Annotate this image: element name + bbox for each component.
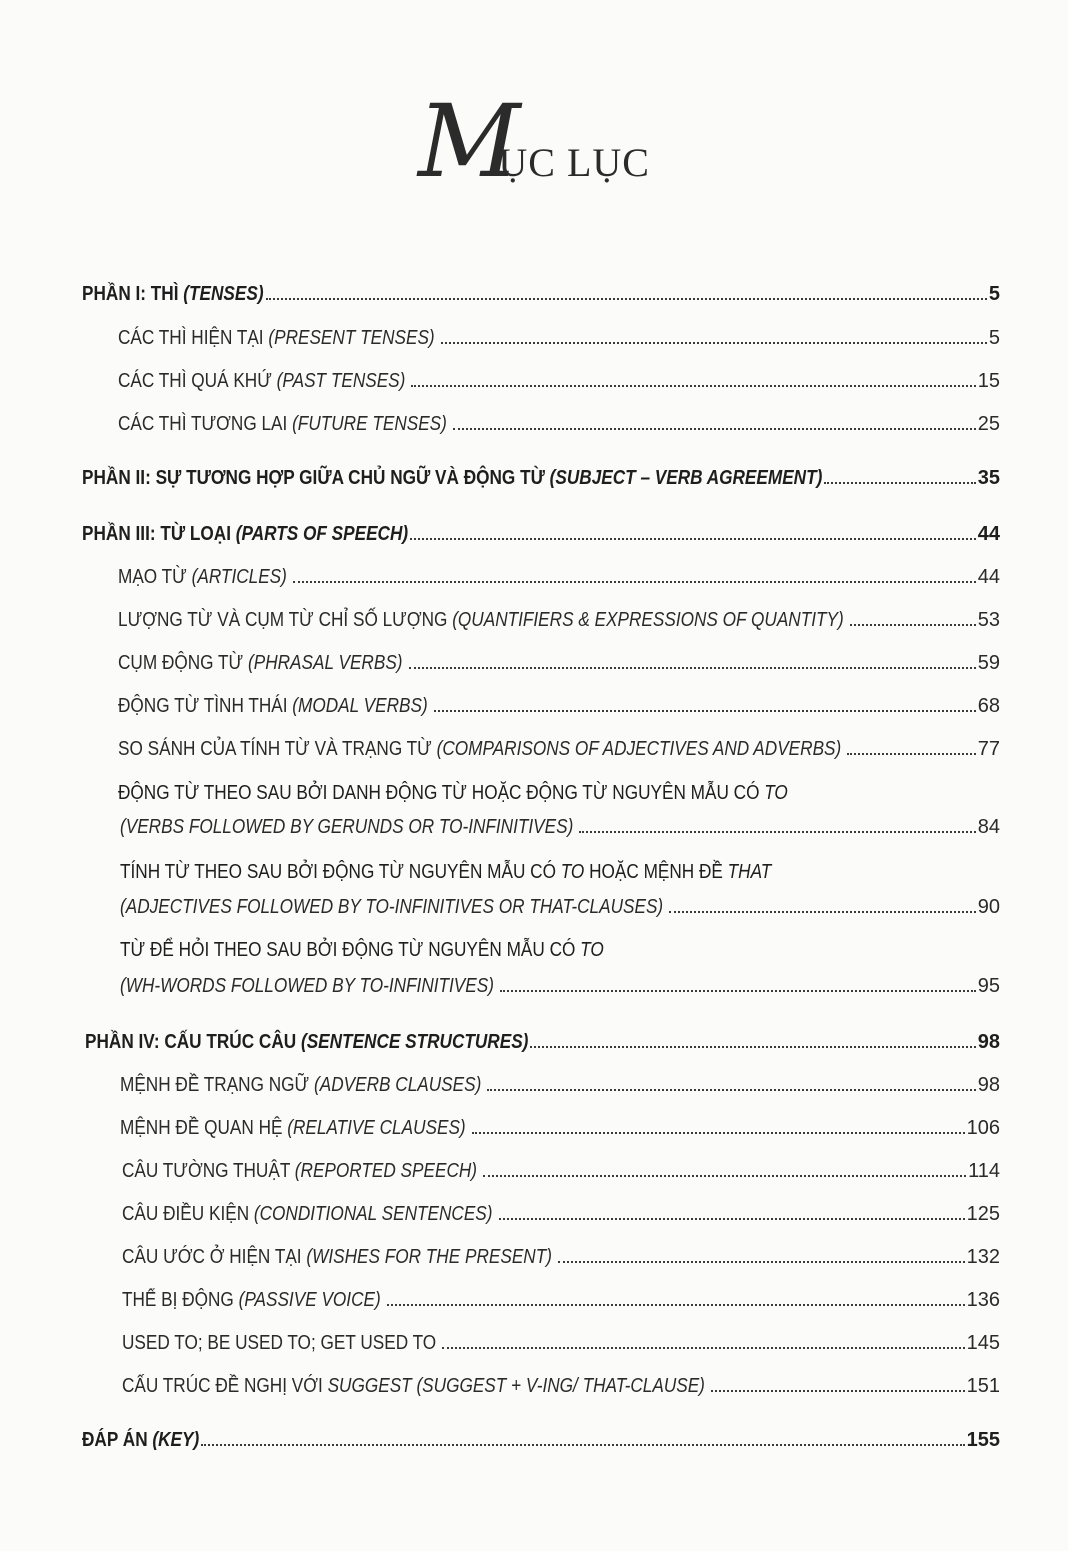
leader-dots [530, 1046, 975, 1048]
toc-entry-vietnamese: CÂU ĐIỀU KIỆN [122, 1203, 254, 1225]
toc-entry-label [118, 413, 447, 436]
toc-entry-english: (PAST TENSES) [276, 370, 406, 392]
page-number: 5 [988, 283, 1000, 305]
page-number: 95 [977, 975, 1000, 997]
toc-entry-english: (COMPARISONS OF ADJECTIVES AND ADVERBS) [436, 738, 842, 760]
toc-entry-english: (QUANTIFIERS & EXPRESSIONS OF QUANTITY) [452, 609, 844, 631]
toc-entry [122, 1282, 1000, 1312]
leader-dots [499, 1218, 965, 1220]
toc-entry-label [82, 467, 822, 490]
toc-entry-english: (SUBJECT – VERB AGREEMENT) [549, 467, 823, 489]
leader-dots [441, 342, 987, 344]
leader-dots [669, 911, 976, 913]
toc-entry-label [85, 1031, 528, 1054]
toc-entry-english: (VERBS FOLLOWED BY GERUNDS OR TO-INFINITIVES) [120, 816, 574, 838]
leader-dots [711, 1390, 965, 1392]
toc-entry-vietnamese: HOẶC MỆNH ĐỀ [584, 861, 728, 883]
toc-entry-english: (PARTS OF SPEECH) [235, 523, 409, 545]
toc-entry-english: (FUTURE TENSES) [292, 413, 447, 435]
leader-dots [487, 1089, 975, 1091]
toc-entry-english: (PRESENT TENSES) [268, 327, 435, 349]
leader-dots [293, 581, 976, 583]
toc-entry [120, 809, 1000, 839]
toc-entry [118, 688, 1000, 718]
toc-entry-vietnamese: LƯỢNG TỪ VÀ CỤM TỪ CHỈ SỐ LƯỢNG [118, 609, 453, 631]
leader-dots [442, 1347, 964, 1349]
toc-part-entry [85, 1024, 1000, 1054]
toc-entry [118, 406, 1000, 436]
toc-entry-label [120, 975, 494, 998]
toc-entry-vietnamese: MỆNH ĐỀ QUAN HỆ [120, 1117, 288, 1139]
title-rest: ỤC LỤC [498, 140, 650, 185]
toc-entry-label [122, 1332, 436, 1355]
toc-entry-vietnamese: TỪ ĐỂ HỎI THEO SAU BỞI ĐỘNG TỪ NGUYÊN MẪU CÓ [120, 939, 581, 961]
toc-entry-english: (PASSIVE VOICE) [238, 1289, 381, 1311]
toc-entry [118, 363, 1000, 393]
toc-entry-label [120, 1074, 481, 1097]
toc-entry-vietnamese: ĐỘNG TỪ THEO SAU BỞI DANH ĐỘNG TỪ HOẶC ĐỘNG TỪ NGUYÊN MẪU CÓ [118, 782, 765, 804]
toc-entry [118, 320, 1000, 350]
toc-entry-label [122, 1375, 705, 1398]
page-number: 98 [977, 1031, 1000, 1053]
toc-entry [120, 932, 1000, 962]
toc-entry [118, 775, 1000, 805]
page-number: 35 [977, 467, 1000, 489]
toc-entry-english: THAT [727, 861, 772, 883]
toc-entry-vietnamese: CỤM ĐỘNG TỪ [118, 652, 248, 674]
toc-entry-english: (RELATIVE CLAUSES) [287, 1117, 466, 1139]
toc-part-entry [82, 460, 1000, 490]
page-number: 90 [977, 896, 1000, 918]
toc-entry [120, 1110, 1000, 1140]
toc-entry-label [118, 327, 435, 350]
toc-entry-label [118, 695, 428, 718]
page-number: 59 [977, 652, 1000, 674]
toc-entry [122, 1368, 1000, 1398]
toc-entry-english: TO [764, 782, 788, 804]
toc-entry-label [82, 523, 408, 546]
toc-entry-label [120, 1117, 466, 1140]
toc-entry-label [122, 1203, 492, 1226]
toc-entry-english: SUGGEST (SUGGEST + V-ING/ THAT-CLAUSE) [327, 1375, 705, 1397]
toc-entry [122, 1325, 1000, 1355]
toc-entry-label [118, 370, 405, 393]
leader-dots [558, 1261, 965, 1263]
leader-dots [850, 624, 976, 626]
toc-entry-english: (REPORTED SPEECH) [294, 1160, 478, 1182]
page-number: 5 [988, 327, 1000, 349]
leader-dots [411, 385, 975, 387]
page-number: 106 [966, 1117, 1000, 1139]
toc-entry-english: (SENTENCE STRUCTURES) [300, 1031, 529, 1053]
toc-entry-vietnamese: USED TO; BE USED TO; GET USED TO [122, 1332, 437, 1354]
toc-entry [118, 559, 1000, 589]
toc-entry [122, 1153, 1000, 1183]
toc-entry [118, 602, 1000, 632]
leader-dots [579, 831, 975, 833]
page-number: 53 [977, 609, 1000, 631]
toc-entry-label [118, 782, 788, 805]
toc-entry [120, 889, 1000, 919]
toc-entry-vietnamese: CÁC THÌ HIỆN TẠI [118, 327, 269, 349]
toc-part-entry [82, 516, 1000, 546]
toc-entry-vietnamese: CÁC THÌ QUÁ KHỨ [118, 370, 277, 392]
page-number: 25 [977, 413, 1000, 435]
toc-entry-vietnamese: THỂ BỊ ĐỘNG [122, 1289, 239, 1311]
page-number: 84 [977, 816, 1000, 838]
toc-entry-english: (ARTICLES) [191, 566, 287, 588]
leader-dots [824, 482, 975, 484]
toc-entry-label [120, 861, 771, 884]
toc-entry-english: (TENSES) [183, 283, 264, 305]
toc-entry-label [120, 816, 573, 839]
toc-entry-vietnamese: ĐỘNG TỪ TÌNH THÁI [118, 695, 293, 717]
toc-entry [122, 1196, 1000, 1226]
toc-entry-english: TO [560, 861, 585, 883]
toc-entry-vietnamese: CÂU ƯỚC Ở HIỆN TẠI [122, 1246, 307, 1268]
page-number: 151 [966, 1375, 1000, 1397]
leader-dots [409, 667, 976, 669]
page-number: 145 [966, 1332, 1000, 1354]
toc-entry-vietnamese: PHẦN IV: CẤU TRÚC CÂU [85, 1031, 301, 1053]
toc-entry-vietnamese: PHẦN I: THÌ [82, 283, 184, 305]
toc-entry-label [82, 1429, 199, 1452]
page-number: 44 [977, 523, 1000, 545]
toc-entry-label [82, 283, 264, 306]
toc-entry-label [120, 896, 663, 919]
toc-entry-label [118, 566, 287, 589]
page-number: 15 [977, 370, 1000, 392]
page-number: 136 [966, 1289, 1000, 1311]
title-initial: M [418, 83, 519, 200]
toc-entry-vietnamese: PHẦN II: SỰ TƯƠNG HỢP GIỮA CHỦ NGỮ VÀ ĐỘNG TỪ [82, 467, 550, 489]
toc-entry [120, 854, 1000, 884]
page-number: 155 [966, 1429, 1000, 1451]
toc-entry [120, 968, 1000, 998]
leader-dots [266, 298, 987, 300]
page-number: 77 [977, 738, 1000, 760]
toc-entry [120, 1067, 1000, 1097]
page-number: 125 [966, 1203, 1000, 1225]
page-number: 68 [977, 695, 1000, 717]
page-number: 114 [968, 1160, 1000, 1182]
toc-entry-label [122, 1246, 552, 1269]
toc-entry-vietnamese: CÂU TƯỜNG THUẬT [122, 1160, 295, 1182]
toc-entry-vietnamese: ĐÁP ÁN [82, 1429, 153, 1451]
page-number: 132 [966, 1246, 1000, 1268]
toc-entry [118, 731, 1000, 761]
leader-dots [410, 538, 976, 540]
leader-dots [434, 710, 976, 712]
toc-entry-vietnamese: TÍNH TỪ THEO SAU BỞI ĐỘNG TỪ NGUYÊN MẪU CÓ [120, 861, 561, 883]
page-number: 44 [977, 566, 1000, 588]
toc-entry-vietnamese: SO SÁNH CỦA TÍNH TỪ VÀ TRẠNG TỪ [118, 738, 437, 760]
toc-entry-english: (PHRASAL VERBS) [247, 652, 403, 674]
leader-dots [500, 990, 976, 992]
toc-entry-english: (ADJECTIVES FOLLOWED BY TO-INFINITIVES OR THAT-CLAUSES) [120, 896, 664, 918]
toc-entry-english: (ADVERB CLAUSES) [314, 1074, 482, 1096]
toc-entry-english: (WISHES FOR THE PRESENT) [306, 1246, 552, 1268]
toc-entry-english: TO [580, 939, 604, 961]
toc-entry-english: (KEY) [152, 1429, 200, 1451]
toc-entry-vietnamese: PHẦN III: TỪ LOẠI [82, 523, 236, 545]
leader-dots [387, 1304, 965, 1306]
toc-entry [118, 645, 1000, 675]
leader-dots [201, 1444, 964, 1446]
toc-entry-label [118, 609, 844, 632]
leader-dots [483, 1175, 966, 1177]
toc-entry-vietnamese: CÁC THÌ TƯƠNG LAI [118, 413, 293, 435]
toc-entry-vietnamese: CẤU TRÚC ĐỀ NGHỊ VỚI [122, 1375, 328, 1397]
leader-dots [847, 753, 975, 755]
toc-entry-english: (CONDITIONAL SENTENCES) [253, 1203, 493, 1225]
leader-dots [472, 1132, 965, 1134]
page-number: 98 [977, 1074, 1000, 1096]
toc-entry-english: (WH-WORDS FOLLOWED BY TO-INFINITIVES) [120, 975, 494, 997]
toc-part-entry [82, 276, 1000, 306]
toc-entry-vietnamese: MẠO TỪ [118, 566, 192, 588]
toc-entry-english: (MODAL VERBS) [292, 695, 428, 717]
toc-entry-label [118, 652, 403, 675]
toc-entry [122, 1239, 1000, 1269]
toc-part-entry [82, 1422, 1000, 1452]
toc-entry-label [118, 738, 841, 761]
toc-entry-label [122, 1289, 381, 1312]
toc-entry-label [122, 1160, 477, 1183]
leader-dots [453, 428, 976, 430]
toc-entry-label [120, 939, 604, 962]
toc-entry-vietnamese: MỆNH ĐỀ TRẠNG NGỮ [120, 1074, 315, 1096]
